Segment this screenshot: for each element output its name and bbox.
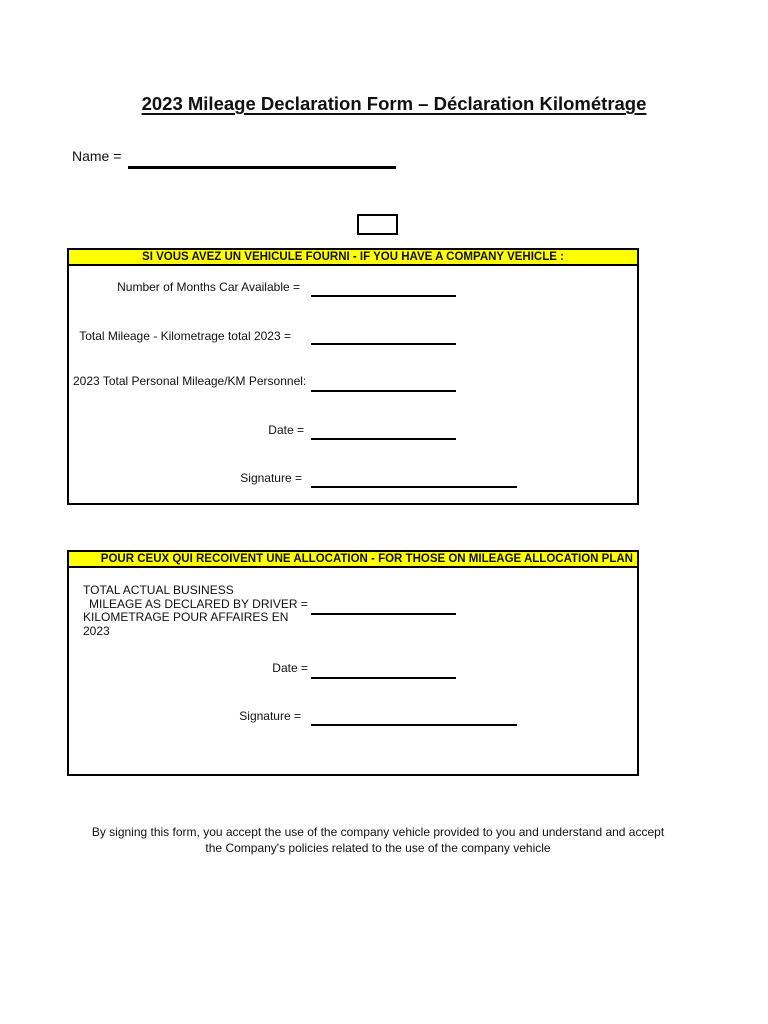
name-field[interactable] [128,166,396,169]
allocation-header: POUR CEUX QUI RECOIVENT UNE ALLOCATION - FOR THOSE ON MILEAGE ALLOCATION PLAN [69,552,637,568]
company-vehicle-header: SI VOUS AVEZ UN VEHICULE FOURNI - IF YOU HAVE A COMPANY VEHICLE : [69,250,637,266]
date-label: Date = [268,423,304,437]
footer-disclaimer [60,825,696,856]
business-mileage-field[interactable] [311,613,456,615]
page-title: 2023 Mileage Declaration Form – Déclaration Kilométrage [141,93,647,114]
total-mileage-label: Total Mileage - Kilometrage total 2023 = [79,329,291,343]
signature-label: Signature = [240,471,302,485]
footer-line-2: the Company's policies related to the use of the company vehicle [205,840,551,855]
personal-mileage-label: 2023 Total Personal Mileage/KM Personnel: [73,374,307,388]
months-label: Number of Months Car Available = [117,280,300,294]
footer-line-1: By signing this form, you accept the use of the company vehicle provided to you and understand and accept [91,825,665,839]
allocation-date-label: Date = [272,661,308,675]
allocation-date-field[interactable] [311,677,456,679]
total-mileage-field[interactable] [311,343,456,345]
signature-field[interactable] [311,486,517,488]
personal-mileage-field[interactable] [311,390,456,392]
business-mileage-label [83,584,308,638]
months-field[interactable] [311,295,456,297]
allocation-signature-field[interactable] [311,724,517,726]
business-line-2: MILEAGE AS DECLARED BY DRIVER = [89,596,308,611]
allocation-signature-label: Signature = [239,709,301,723]
checkbox[interactable] [357,214,398,235]
business-line-3: KILOMETRAGE POUR AFFAIRES EN [83,610,289,624]
business-line-4: 2023 [83,623,110,638]
date-field[interactable] [311,438,456,440]
business-line-1: TOTAL ACTUAL BUSINESS [83,583,234,597]
name-label: Name = [72,148,122,164]
